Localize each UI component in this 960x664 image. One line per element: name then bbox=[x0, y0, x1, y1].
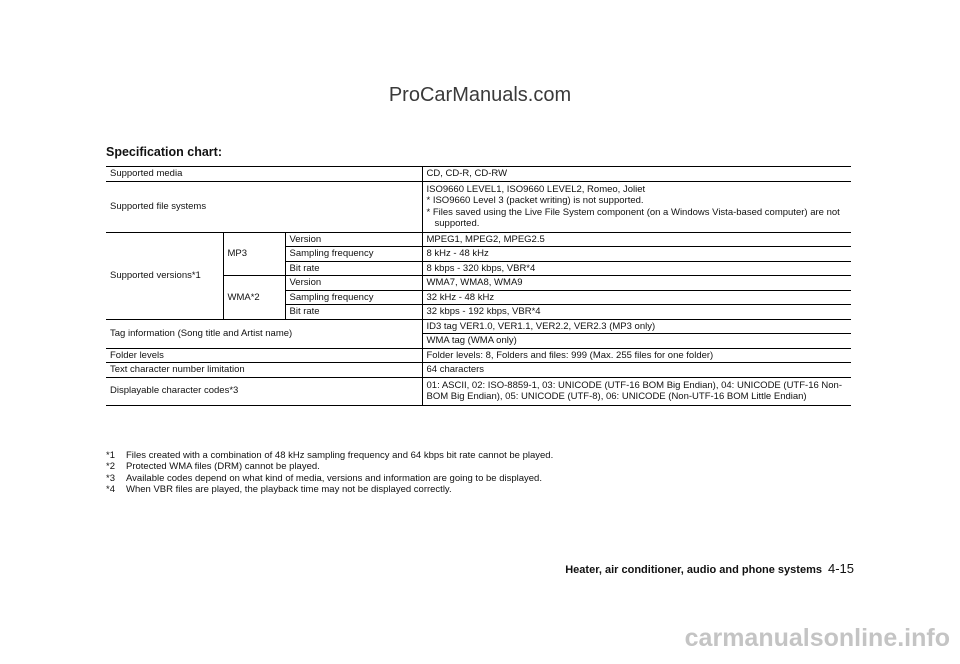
table-row bbox=[106, 348, 851, 363]
row-value: 64 characters bbox=[422, 363, 851, 378]
footnote-mark: *2 bbox=[106, 461, 115, 473]
sub-value: 32 kHz - 48 kHz bbox=[422, 290, 851, 305]
watermark-top: ProCarManuals.com bbox=[388, 84, 572, 106]
table-row bbox=[106, 319, 851, 334]
supported-versions-label: Supported versions*1 bbox=[106, 232, 223, 319]
page-number: 4-15 bbox=[827, 561, 854, 576]
sub-label: Bit rate bbox=[285, 261, 422, 276]
section-heading: Specification chart: bbox=[106, 145, 222, 159]
row-value: WMA tag (WMA only) bbox=[422, 334, 851, 349]
sub-value: WMA7, WMA8, WMA9 bbox=[422, 276, 851, 291]
footnote-text: Files created with a combination of 48 kHz sampling frequency and 64 kbps bit rate cannot be played. bbox=[126, 450, 554, 461]
sub-label: Bit rate bbox=[285, 305, 422, 320]
table-row bbox=[106, 181, 851, 232]
footnote-mark: *3 bbox=[106, 472, 115, 484]
sub-value: 32 kbps - 192 kbps, VBR*4 bbox=[422, 305, 851, 320]
footnote-text: When VBR files are played, the playback time may not be displayed correctly. bbox=[126, 484, 452, 496]
file-system-note: * ISO9660 Level 3 (packet writing) is not supported. bbox=[426, 195, 644, 206]
row-label: Supported media bbox=[106, 167, 422, 182]
file-system-note: * Files saved using the Live File System component (on a Windows Vista-based computer) are not supported. bbox=[426, 206, 840, 229]
footnote-text: Protected WMA files (DRM) cannot be played. bbox=[126, 461, 320, 473]
row-label: Folder levels bbox=[106, 348, 422, 363]
footnote bbox=[106, 461, 553, 472]
sub-label: Version bbox=[285, 232, 422, 247]
table-row bbox=[106, 363, 851, 378]
table-row bbox=[106, 232, 851, 247]
wma-label: WMA*2 bbox=[223, 276, 285, 320]
sub-value: MPEG1, MPEG2, MPEG2.5 bbox=[422, 232, 851, 247]
row-value: 01: ASCII, 02: ISO-8859-1, 03: UNICODE (UTF-16 BOM Big Endian), 04: UNICODE (UTF-16 Non-BOM Big Endian), 05: UNICODE (UTF-8), 06: UNICODE (Non-UTF-16 BOM Little Endian) bbox=[422, 377, 851, 405]
row-label: Tag information (Song title and Artist name) bbox=[106, 319, 422, 348]
page-footer bbox=[565, 561, 854, 576]
sub-value: 8 kHz - 48 kHz bbox=[422, 247, 851, 262]
footnote bbox=[106, 484, 553, 495]
row-label: Displayable character codes*3 bbox=[106, 377, 422, 405]
row-label: Supported file systems bbox=[106, 181, 422, 232]
footnote-text: Available codes depend on what kind of media, versions and information are going to be displayed. bbox=[126, 472, 542, 484]
mp3-label: MP3 bbox=[223, 232, 285, 276]
footnote bbox=[106, 450, 553, 461]
footnote bbox=[106, 473, 553, 484]
sub-label: Sampling frequency bbox=[285, 290, 422, 305]
sub-label: Version bbox=[285, 276, 422, 291]
row-value: Folder levels: 8, Folders and files: 999 (Max. 255 files for one folder) bbox=[422, 348, 851, 363]
row-value: CD, CD-R, CD-RW bbox=[422, 167, 851, 182]
row-value bbox=[422, 181, 851, 232]
footer-section-title: Heater, air conditioner, audio and phone systems bbox=[565, 564, 822, 576]
row-label: Text character number limitation bbox=[106, 363, 422, 378]
watermark-bottom: carmanualsonline.info bbox=[684, 624, 950, 652]
row-value: ID3 tag VER1.0, VER1.1, VER2.2, VER2.3 (MP3 only) bbox=[422, 319, 851, 334]
footnote-mark: *1 bbox=[106, 450, 115, 461]
sub-value: 8 kbps - 320 kbps, VBR*4 bbox=[422, 261, 851, 276]
file-system-line: ISO9660 LEVEL1, ISO9660 LEVEL2, Romeo, Joliet bbox=[426, 183, 646, 195]
sub-label: Sampling frequency bbox=[285, 247, 422, 262]
specification-table bbox=[106, 166, 851, 406]
table-row bbox=[106, 167, 851, 182]
footnotes bbox=[106, 450, 553, 496]
table-row bbox=[106, 377, 851, 405]
footnote-mark: *4 bbox=[106, 484, 115, 496]
